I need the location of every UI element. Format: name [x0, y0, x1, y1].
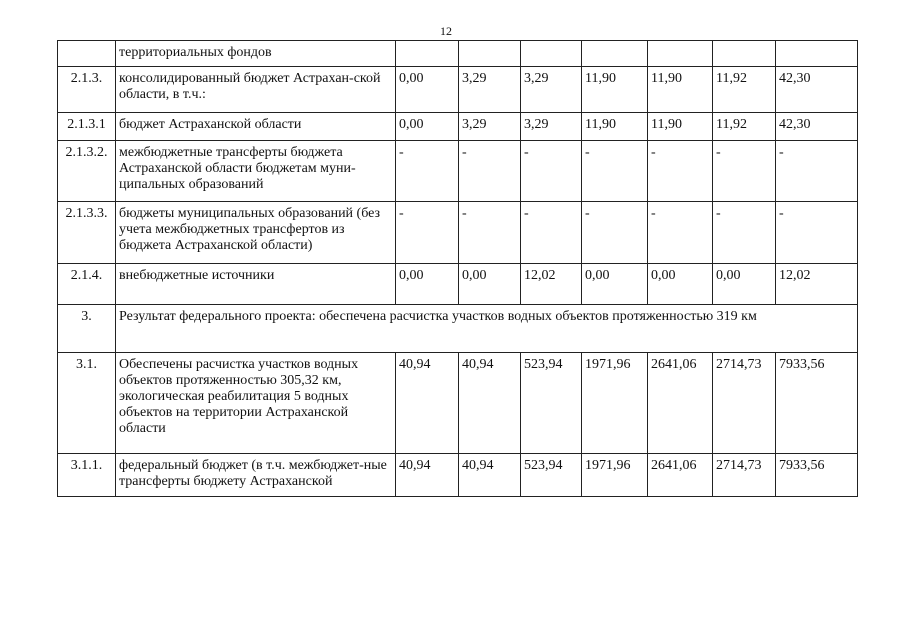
row-description: внебюджетные источники: [116, 264, 396, 305]
row-value: 0,00: [582, 264, 648, 305]
row-value: 0,00: [396, 113, 459, 141]
row-value: -: [776, 202, 858, 264]
table-row: [58, 113, 858, 141]
row-number: 2.1.4.: [58, 264, 116, 305]
row-description: бюджеты муниципальных образований (без учета межбюджетных трансфертов из бюджета Астраханской области): [116, 202, 396, 264]
row-value: -: [648, 202, 713, 264]
row-value: 40,94: [459, 353, 521, 454]
row-description: межбюджетные трансферты бюджета Астраханской области бюджетам муни-ципальных образований: [116, 141, 396, 202]
row-value: 523,94: [521, 454, 582, 497]
row-value: 40,94: [459, 454, 521, 497]
row-value: 12,02: [776, 264, 858, 305]
row-description: бюджет Астраханской области: [116, 113, 396, 141]
row-number: 2.1.3.1: [58, 113, 116, 141]
row-value: 12,02: [521, 264, 582, 305]
table-row: [58, 454, 858, 497]
table-row: [58, 264, 858, 305]
row-value: -: [713, 202, 776, 264]
row-value: -: [459, 141, 521, 202]
page-number: 12: [440, 24, 452, 38]
budget-table: [57, 40, 858, 497]
row-value: -: [521, 202, 582, 264]
row-value: [459, 41, 521, 67]
row-value: 2641,06: [648, 454, 713, 497]
row-value: -: [713, 141, 776, 202]
row-number: 2.1.3.: [58, 67, 116, 113]
row-value: [396, 41, 459, 67]
row-value: 11,90: [648, 67, 713, 113]
row-value: [648, 41, 713, 67]
row-number: 3.1.1.: [58, 454, 116, 497]
row-value: 2641,06: [648, 353, 713, 454]
row-value: [776, 41, 858, 67]
row-value: 7933,56: [776, 454, 858, 497]
table-row: [58, 41, 858, 67]
table-row: [58, 353, 858, 454]
row-number: [58, 41, 116, 67]
row-value: 2714,73: [713, 353, 776, 454]
row-value: 2714,73: [713, 454, 776, 497]
row-value: [713, 41, 776, 67]
row-value: -: [582, 141, 648, 202]
row-description: Обеспечены расчистка участков водных объектов протяженностью 305,32 км, экологическая реабилитация 5 водных объектов на территории Астраханской области: [116, 353, 396, 454]
table-row: [58, 67, 858, 113]
row-value: 40,94: [396, 454, 459, 497]
row-description: территориальных фондов: [116, 41, 396, 67]
table-row: [58, 141, 858, 202]
row-description: федеральный бюджет (в т.ч. межбюджет-ные трансферты бюджету Астраханской: [116, 454, 396, 497]
row-value: 42,30: [776, 67, 858, 113]
table-row: [58, 305, 858, 353]
row-value: -: [521, 141, 582, 202]
row-value: [582, 41, 648, 67]
row-value: 11,92: [713, 67, 776, 113]
section-heading: Результат федерального проекта: обеспечена расчистка участков водных объектов протяженностью 319 км: [116, 305, 858, 353]
row-value: 1971,96: [582, 454, 648, 497]
row-value: -: [648, 141, 713, 202]
row-value: 3,29: [521, 67, 582, 113]
row-value: 3,29: [521, 113, 582, 141]
row-value: 11,90: [582, 113, 648, 141]
row-number: 3.: [58, 305, 116, 353]
row-number: 2.1.3.2.: [58, 141, 116, 202]
row-value: 523,94: [521, 353, 582, 454]
row-value: -: [396, 141, 459, 202]
row-value: 11,90: [582, 67, 648, 113]
row-value: 11,90: [648, 113, 713, 141]
row-value: [521, 41, 582, 67]
row-value: 0,00: [713, 264, 776, 305]
table-row: [58, 202, 858, 264]
row-value: -: [396, 202, 459, 264]
row-value: 40,94: [396, 353, 459, 454]
row-value: 0,00: [396, 264, 459, 305]
row-description: консолидированный бюджет Астрахан-ской области, в т.ч.:: [116, 67, 396, 113]
row-value: 42,30: [776, 113, 858, 141]
row-value: -: [776, 141, 858, 202]
row-value: -: [459, 202, 521, 264]
row-number: 2.1.3.3.: [58, 202, 116, 264]
row-value: 1971,96: [582, 353, 648, 454]
row-number: 3.1.: [58, 353, 116, 454]
row-value: 7933,56: [776, 353, 858, 454]
row-value: 3,29: [459, 113, 521, 141]
row-value: 11,92: [713, 113, 776, 141]
row-value: 3,29: [459, 67, 521, 113]
row-value: 0,00: [648, 264, 713, 305]
row-value: 0,00: [396, 67, 459, 113]
row-value: 0,00: [459, 264, 521, 305]
row-value: -: [582, 202, 648, 264]
